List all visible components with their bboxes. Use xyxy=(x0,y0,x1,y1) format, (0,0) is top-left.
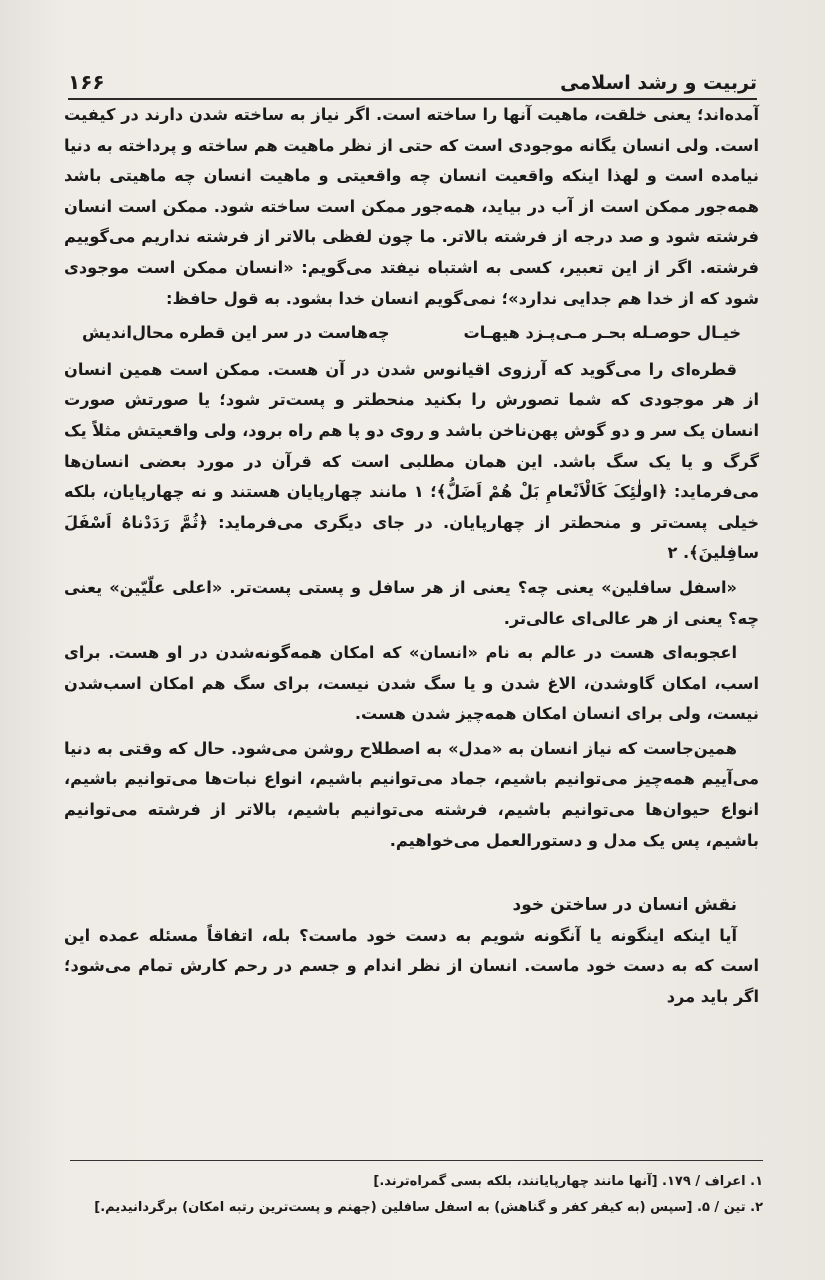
page-number: ۱۶۶ xyxy=(68,70,105,94)
footnotes xyxy=(70,1160,763,1221)
page-header xyxy=(68,58,757,100)
paragraph-4: اعجوبه‌ای هست در عالم به نام «انسان» که امکان همه‌گونه‌شدن در او هست. برای اسب، امکان گاوشدن، الاغ شدن و یا سگ شدن نیست، برای سگ هم امکان اسب‌شدن نیست، ولی برای انسان امکان همه‌چیز شدن هست. xyxy=(64,643,759,724)
paragraph-2: قطره‌ای را می‌گوید که آرزوی اقیانوس شدن در آن هست. ممکن است همین انسان از هر موجودی که شما تصورش را بکنید منحطتر و پست‌تر شود؛ یا صورتش صورت انسان یک سر و دو گوش پهن‌ناخن باشد و روی دو پا هم راه برود، ولی واقعیتش مثلاً یک گرگ و یا یک سگ باشد. این همان مطلبی است که قرآن در مورد بعضی انسان‌ها می‌فرماید: ﴿اولٰئِکَ کَالْاَنْعامِ بَلْ هُمْ اَضَلُّ﴾؛ ۱ مانند چهارپایان هستند و نه چهارپایان، بلکه خیلی پست‌تر و منحطتر از چهارپایان. در جای دیگری می‌فرماید: ﴿ثُمَّ رَدَدْناهُ اَسْفَلَ سافِلینَ﴾. ۲ xyxy=(64,359,759,563)
body-text xyxy=(64,100,759,1017)
footnote-2: ۲. تین / ۵. [سپس (به کیفر کفر و گناهش) به اسفل سافلین (جهنم و پست‌ترین رتبه امکان) برگردانیدیم.] xyxy=(94,1200,763,1215)
section-title: نقش انسان در ساختن خود xyxy=(512,895,737,916)
paragraph-3: «اسفل سافلین» یعنی چه؟ یعنی از هر سافل و پستی پست‌تر. «اعلی علّیّین» یعنی چه؟ یعنی از هر عالی‌ای عالی‌تر. xyxy=(64,577,759,628)
paragraph-6: آیا اینکه اینگونه یا آنگونه شویم به دست خود ماست؟ بله، اتفاقاً مسئله عمده این است که به دست خود ماست. انسان از نظر اندام و جسم در رحم کارش تمام می‌شود؛ اگر باید مرد xyxy=(64,925,759,1007)
poem-verse xyxy=(82,318,741,349)
running-title: تربیت و رشد اسلامی xyxy=(560,72,757,94)
poem-hemistich-2: چه‌هاست در سر این قطره محال‌اندیش xyxy=(82,323,390,343)
poem-hemistich-1: خیـال حوصـله بحـر مـی‌پـزد هیهـات xyxy=(463,323,741,343)
section-spacer xyxy=(64,860,759,886)
footnote-1: ۱. اعراف / ۱۷۹. [آنها مانند چهارپایانند، بلکه بسی گمراه‌ترند.] xyxy=(373,1174,763,1189)
paragraph-1: آمده‌اند؛ یعنی خلقت، ماهیت آنها را ساخته است. اگر نیاز به ساخته شدن دارند در کیفیت است. ولی انسان یگانه موجودی است که حتی از نظر ماهیت هم ساخته و پرداخته به دنیا نیامده است و لهذا اینکه واقعیت انسان چه واقعیتی و ماهیت انسان چه ماهیتی باشد همه‌جور ممکن است از آب در بیاید، همه‌جور ممکن است ساخته شود. ممکن است انسان فرشته شود و صد درجه از فرشته بالاتر. ما چون لفظی بالاتر از فرشته نداریم می‌گوییم فرشته. اگر از این تعبیر، کسی به اشتباه نیفتد می‌گویم: «انسان ممکن است موجودی شود که از خدا هم جدایی ندارد»؛ نمی‌گویم انسان خدا بشود. به قول حافظ: xyxy=(64,105,759,308)
paragraph-5: همین‌جاست که نیاز انسان به «مدل» به اصطلاح روشن می‌شود. حال که وقتی به دنیا می‌آییم همه‌چیز می‌توانیم باشیم، جماد می‌توانیم باشیم، انواع نبات‌ها می‌توانیم باشیم، انواع حیوان‌ها می‌توانیم باشیم، فرشته می‌توانیم باشیم، بالاتر از فرشته می‌توانیم باشیم، پس یک مدل و دستورالعمل می‌خواهیم. xyxy=(64,738,759,850)
